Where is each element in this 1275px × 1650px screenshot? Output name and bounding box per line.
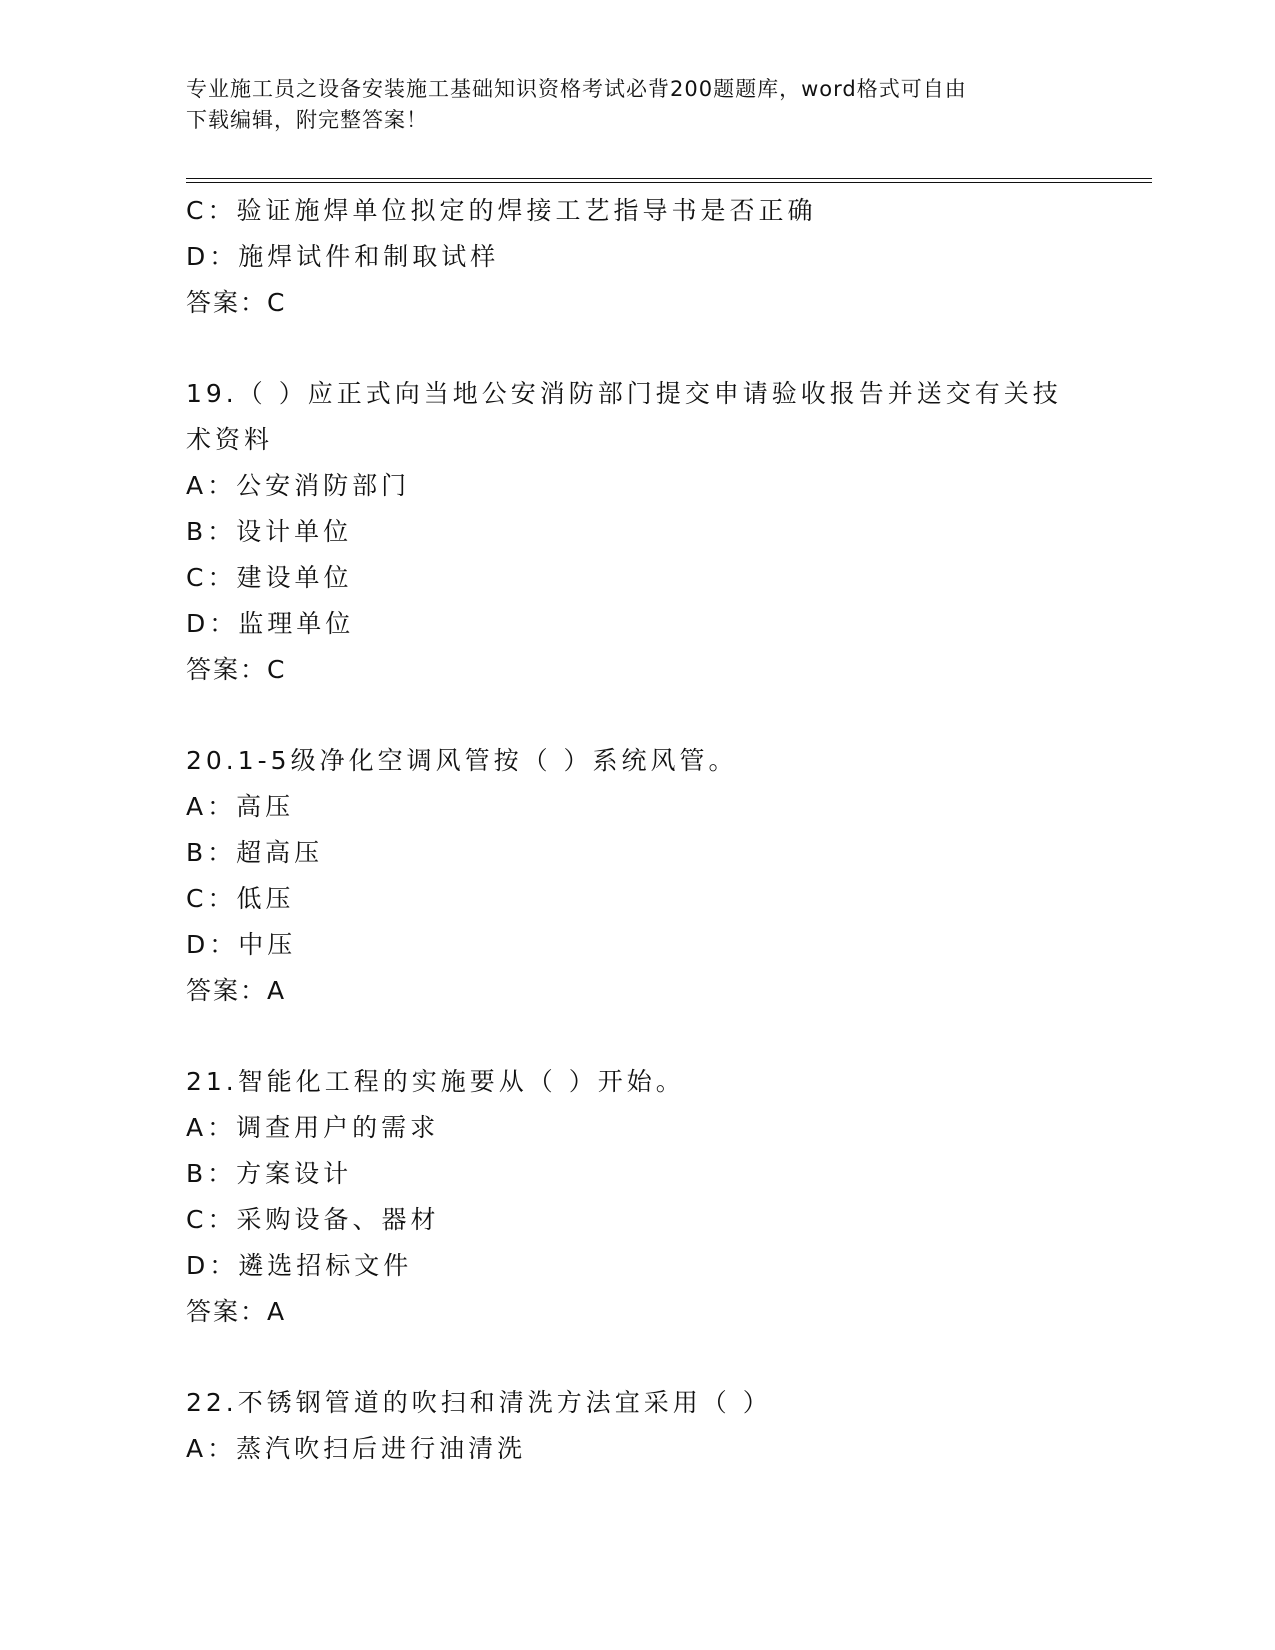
question-20 <box>186 738 1086 1014</box>
document-header <box>186 74 1086 136</box>
option-d: D：施焊试件和制取试样 <box>186 242 500 271</box>
option-b: B：方案设计 <box>186 1159 353 1188</box>
header-divider-top <box>186 178 1152 179</box>
header-divider-bottom <box>186 182 1152 183</box>
option-b: B：超高压 <box>186 838 324 867</box>
option-d: D：监理单位 <box>186 609 355 638</box>
question-list <box>186 188 1086 1472</box>
option-d: D：中压 <box>186 930 297 959</box>
header-line-2: 下载编辑，附完整答案！ <box>186 108 428 132</box>
question-18-continued <box>186 188 1086 326</box>
answer: 答案：A <box>186 976 287 1005</box>
option-c: C：采购设备、器材 <box>186 1205 440 1234</box>
option-a: A：调查用户的需求 <box>186 1113 440 1142</box>
header-line-1: 专业施工员之设备安装施工基础知识资格考试必背200题题库，word格式可自由 <box>186 77 967 101</box>
option-a: A：公安消防部门 <box>186 471 411 500</box>
question-21 <box>186 1059 1086 1335</box>
question-title: 20.1-5级净化空调风管按（ ）系统风管。 <box>186 746 738 775</box>
option-c: C：低压 <box>186 884 295 913</box>
option-b: B：设计单位 <box>186 517 353 546</box>
question-title: 22.不锈钢管道的吹扫和清洗方法宜采用（ ） <box>186 1388 772 1417</box>
question-title: 21.智能化工程的实施要从（ ）开始。 <box>186 1067 685 1096</box>
option-c: C：建设单位 <box>186 563 353 592</box>
question-19 <box>186 371 1086 693</box>
option-a: A：高压 <box>186 792 295 821</box>
option-a: A：蒸汽吹扫后进行油清洗 <box>186 1434 527 1463</box>
question-title-continued: 术资料 <box>186 425 274 454</box>
question-title: 19.（ ）应正式向当地公安消防部门提交申请验收报告并送交有关技 <box>186 379 1062 408</box>
option-d: D：遴选招标文件 <box>186 1251 413 1280</box>
question-22 <box>186 1380 1086 1472</box>
option-c: C：验证施焊单位拟定的焊接工艺指导书是否正确 <box>186 196 817 225</box>
answer: 答案：C <box>186 655 287 684</box>
answer: 答案：A <box>186 1297 287 1326</box>
answer: 答案：C <box>186 288 287 317</box>
